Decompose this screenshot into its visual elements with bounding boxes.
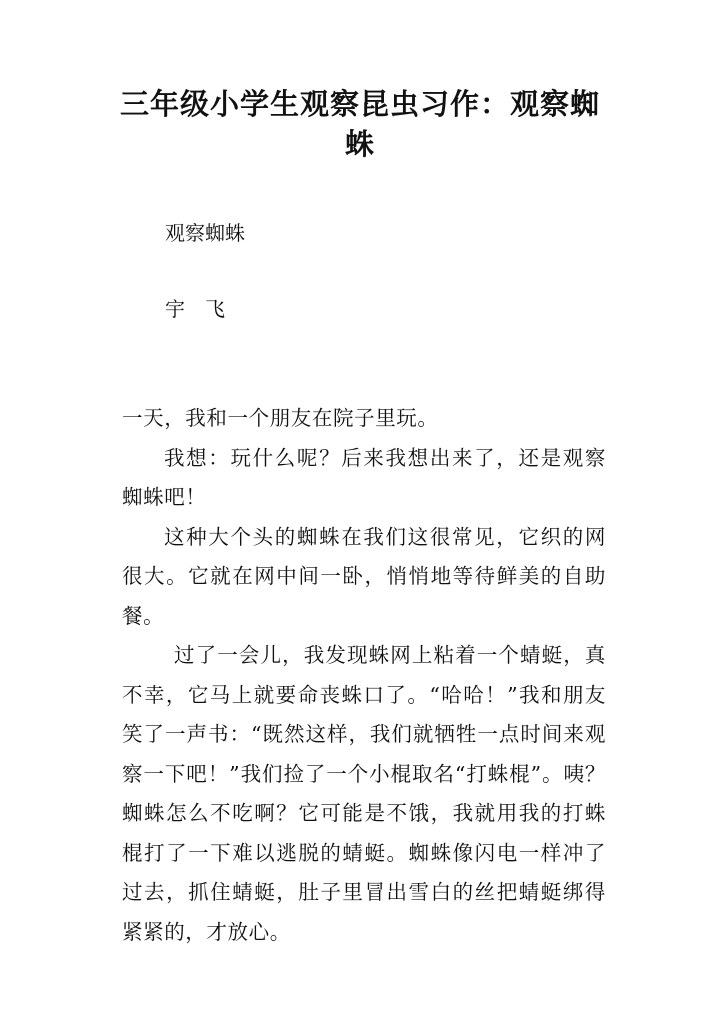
- essay-body: [122, 399, 606, 952]
- paragraph: 我想：玩什么呢？后来我想出来了，还是观察蜘蛛吧！: [122, 445, 606, 509]
- essay-subtitle: 观察蜘蛛: [165, 221, 245, 245]
- paragraph: 过了一会儿，我发现蛛网上粘着一个蜻蜓，真不幸，它马上就要命丧蛛口了。“哈哈！”我和朋友笑了一声书：“既然这样，我们就牺牲一点时间来观察一下吧！”我们捡了一个小棍取名“打蛛棍”。咦？蜘蛛怎么不吃啊？它可能是不饿，我就用我的打蛛棍打了一下难以逃脱的蜻蜓。蜘蛛像闪电一样冲了过去，抓住蜻蜓，肚子里冒出雪白的丝把蜻蜓绑得紧紧的，才放心。: [122, 643, 606, 944]
- paragraph: 这种大个头的蜘蛛在我们这很常见，它织的网很大。它就在网中间一卧，悄悄地等待鲜美的自助餐。: [122, 524, 606, 628]
- document-title: 三年级小学生观察昆虫习作：观察蜘蛛: [119, 87, 600, 161]
- author-name: 宇 飞: [165, 297, 225, 321]
- paragraph: 一天，我和一个朋友在院子里玩。: [122, 406, 439, 430]
